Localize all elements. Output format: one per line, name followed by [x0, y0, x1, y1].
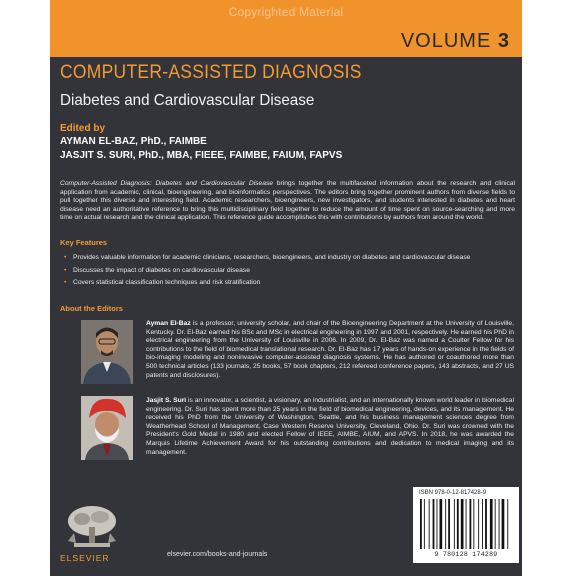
volume-label — [401, 30, 510, 53]
barcode-bar — [473, 499, 474, 549]
barcode-icon — [419, 499, 513, 549]
editor-portrait-1-image — [81, 320, 133, 384]
barcode-bar — [461, 499, 464, 549]
volume-number: 3 — [497, 30, 510, 52]
barcode-bar — [448, 499, 450, 549]
key-feature-item — [64, 279, 504, 288]
description-title-italic: Computer-Assisted Diagnosis: Diabetes and Cardiovascular Disease — [60, 180, 274, 187]
barcode-bar — [457, 499, 459, 549]
editor-photo-2 — [81, 396, 133, 460]
editor-photo-1 — [81, 320, 133, 384]
key-feature-text: Covers statistical classification techniques and risk stratification — [73, 279, 261, 287]
barcode-bar — [507, 499, 508, 549]
barcode-bar — [440, 499, 443, 549]
about-editors-heading: About the Editors — [60, 304, 123, 313]
barcode-number: 9 780128 174289 — [434, 551, 498, 558]
key-features-heading: Key Features — [60, 238, 108, 247]
editor-bio-text-1: is a professor, university scholar, and chair of the Bioengineering Department at the University of Louisville, Kentucky. Dr. El-Baz earned his BSc and MSc in electrical engineering in 1997 and 2001, respectively. He earned his PhD in electrical engineering from the University of Louisville in 2006. In 2009, Dr. El-Baz was named a Coulter Fellow for his contributions to the field of biomedical translational research. Dr. El-Baz has 17 years of hands-on experience in the fields of bio-imaging modeling and noninvasive computer-assisted diagnosis systems. He has authored or coauthored more than 500 technical articles (133 journals, 25 books, 57 book chapters, 212 refereed conference papers, 143 abstracts, and 27 US patents and disclosures). — [146, 320, 514, 379]
key-features-list — [64, 254, 504, 292]
publisher-name: ELSEVIER — [60, 553, 110, 563]
barcode-bar — [485, 499, 487, 549]
editor-portrait-2-image — [81, 396, 133, 460]
barcode-bar — [478, 499, 479, 549]
barcode-bar — [454, 499, 455, 549]
barcode-bar — [490, 499, 493, 549]
barcode-bar — [499, 499, 500, 549]
book-description — [60, 180, 515, 223]
barcode-bar — [495, 499, 496, 549]
barcode-bar — [482, 499, 483, 549]
publisher-url: elsevier.com/books-and-journals — [167, 551, 268, 558]
isbn-label: ISBN 978-0-12-817428-9 — [419, 490, 487, 496]
barcode-bar — [433, 499, 435, 549]
barcode-bar — [466, 499, 467, 549]
isbn-barcode-box — [413, 487, 519, 563]
key-feature-item — [64, 267, 504, 276]
editor-bio-name-2: Jasjit S. Suri — [146, 397, 187, 404]
book-title: COMPUTER-ASSISTED DIAGNOSIS — [60, 62, 362, 83]
copyright-watermark: Copyrighted Material — [228, 5, 344, 19]
barcode-bar — [470, 499, 472, 549]
key-feature-item — [64, 254, 504, 263]
edited-by-label: Edited by — [60, 123, 106, 134]
barcode-bar — [424, 499, 425, 549]
bullet-icon: • — [64, 279, 67, 287]
bullet-icon: • — [64, 266, 67, 274]
bullet-icon: • — [64, 254, 67, 261]
editor-bio-1 — [146, 320, 514, 380]
key-feature-text: Discusses the impact of diabetes on cardiovascular disease — [73, 266, 250, 274]
barcode-bar — [445, 499, 446, 549]
key-feature-text: Provides valuable information for academic clinicians, researchers, bioengineers, and industry on diabetes and cardiovascular disease — [73, 254, 471, 261]
elsevier-tree-logo-icon — [60, 503, 124, 551]
editor-name-2: JASJIT S. SURI, PhD., MBA, FIEEE, FAIMBE, FAIUM, FAPVS — [60, 150, 343, 161]
book-back-cover — [50, 0, 522, 576]
book-subtitle: Diabetes and Cardiovascular Disease — [60, 92, 315, 109]
barcode-bar — [420, 499, 422, 549]
barcode-bar — [502, 499, 505, 549]
editor-name-1: AYMAN EL-BAZ, PhD., FAIMBE — [60, 136, 207, 147]
barcode-bar — [437, 499, 438, 549]
editor-bio-2 — [146, 397, 514, 457]
editor-bio-name-1: Ayman El-Baz — [146, 320, 191, 327]
description-text: brings together the multifaceted information about the research and clinical application from academic, clinical, bioengineering, and bioinformatics perspectives. The editors bring together prominent authors from diverse fields to pull together this diverse and interesting field. Academic researchers, bioengineers, new investigators, and students interested in diabetes and heart disease need an authoritative reference to bring this multidisciplinary field together to reduce the amount of time spent on source-searching and more time on actual research and the clinical application. This reference guide accomplishes this with contributions by authors from around the world. — [60, 180, 515, 222]
volume-word: VOLUME — [400, 30, 492, 52]
barcode-bar — [429, 499, 430, 549]
editor-bio-text-2: is an innovator, a scientist, a visionary, an industrialist, and an internationally known world leader in biomedical engineering. Dr. Suri has spent more than 25 years in the field of biomedical engineering, devices, and its management. He received his PhD from the University of Washington, Seattle, and his business management sciences degree from Weatherhead School of Management, Case Western Reserve University, Cleveland, Ohio. Dr. Suri was crowned with the President's Gold Medal in 1980 and elected Fellow of IEEE, AIMBE, AIUM, and APVS. In 2018, he was awarded the Marquis Lifetime Achievement Award for his outstanding contributions and dedication to medical imaging and its management. — [146, 397, 514, 456]
